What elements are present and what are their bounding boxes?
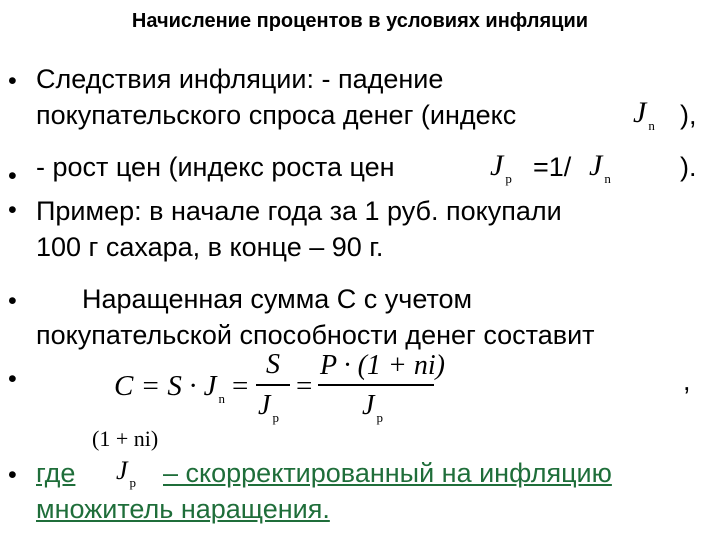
bullet-6: • [8, 461, 17, 489]
bullet-4: • [8, 287, 17, 315]
bullet-2: • [8, 162, 17, 190]
multiplier-expr: (1 + ni) [92, 426, 159, 451]
numerator-s: S [266, 349, 280, 380]
bullet-4-line-2: покупательской способности денег составит [36, 320, 595, 350]
fraction-bar-2 [318, 384, 434, 386]
bullet-2-text: - рост цен (индекс роста цен [36, 152, 395, 182]
jp-symbol-3: J $_p$ [116, 456, 137, 490]
formula-eq-2: = [296, 370, 313, 402]
bullet-3: • [8, 196, 17, 224]
fraction-s-over-jp [256, 350, 290, 380]
numerator-p-expr: P · (1 + ni) [320, 350, 445, 381]
bullet-1-close: ), [680, 100, 697, 130]
bullet-1: • [8, 67, 17, 95]
bullet-3-line-1: Пример: в начале года за 1 руб. покупали [36, 196, 562, 226]
formula-lhs: C = S · J $_n$ [114, 370, 226, 406]
jn-symbol-2: J $_n$ [589, 149, 611, 186]
bullet-5: • [8, 365, 17, 393]
denominator-jp-1: J $_p$ [258, 390, 279, 425]
fraction-bar-1 [256, 384, 290, 386]
jn-symbol: J $_n$ [633, 96, 655, 133]
bullet-1-line-2: покупательского спроса денег (индекс [36, 100, 517, 130]
bullet-1-line-1: Следствия инфляции: - падение [36, 64, 444, 94]
bullet-2-close: ). [680, 152, 697, 182]
denominator-jp-2: J $_p$ [362, 390, 383, 425]
bullet-6-rest[interactable]: – скорректированный на инфляцию [163, 458, 612, 488]
jp-symbol: J $_p$ [490, 149, 512, 186]
bullet-3-line-2: 100 г сахара, в конце – 90 г. [36, 232, 384, 262]
formula-comma: , [683, 366, 691, 396]
bullet-4-line-1: Наращенная сумма С с учетом [82, 284, 473, 314]
formula-eq-1: = [232, 370, 249, 402]
bullet-6-gde[interactable]: где [36, 458, 76, 488]
bullet-2-mid: =1/ [533, 152, 572, 182]
slide-title: Начисление процентов в условиях инфляции [131, 10, 589, 32]
bullet-6-line-2[interactable]: множитель наращения. [36, 494, 330, 524]
